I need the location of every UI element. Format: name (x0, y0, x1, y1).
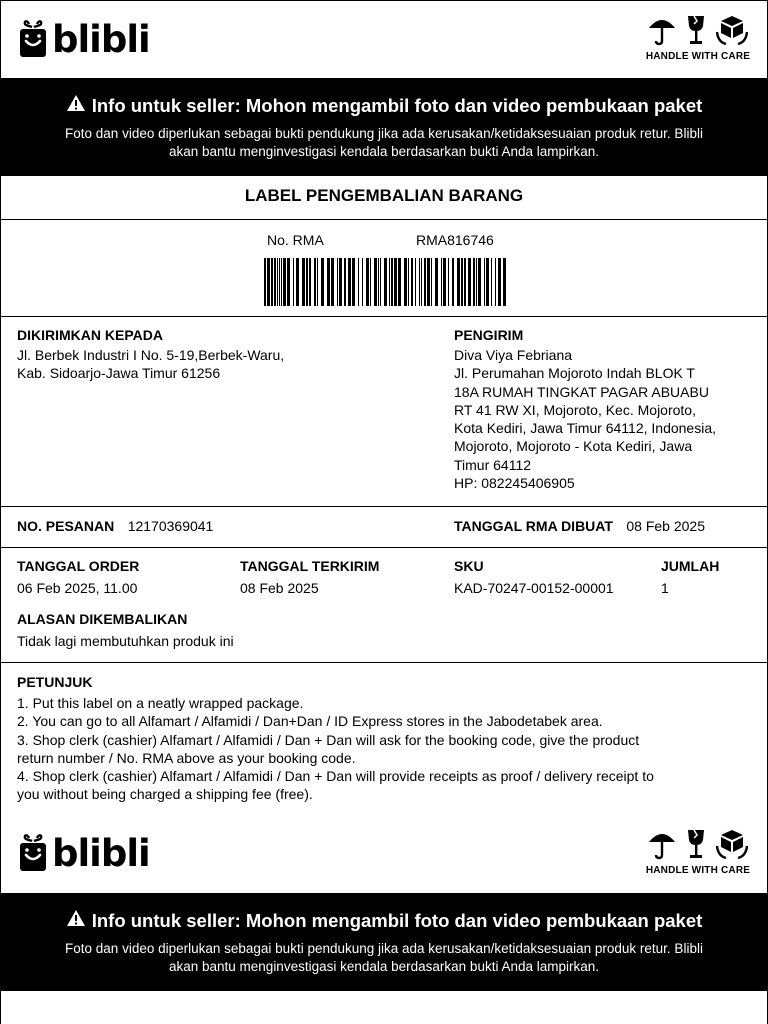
quantity (661, 558, 719, 597)
sku (454, 558, 614, 597)
warning-icon (66, 909, 86, 932)
sender-line: 18A RUMAH TINGKAT PAGAR ABUABU (454, 383, 709, 400)
barcode-bar (271, 258, 273, 306)
logo-text: blibli (52, 831, 150, 875)
sender-heading: PENGIRIM (454, 327, 524, 343)
barcode-bar (281, 258, 282, 306)
care-text: HANDLE WITH CARE (645, 51, 751, 62)
shopping-bag-icon (18, 19, 48, 59)
barcode-bar (421, 258, 422, 306)
sender-line: Timur 64112 (454, 456, 532, 473)
banner-title: Info untuk seller: Mohon mengambil foto dan video pembukaan paket (91, 94, 703, 116)
warning-icon (66, 94, 86, 117)
barcode-bar (287, 258, 290, 306)
barcode-bar (348, 258, 351, 306)
barcode-bar (267, 258, 270, 306)
barcode-bar (331, 258, 334, 306)
order-date-value: 06 Feb 2025, 11.00 (17, 580, 138, 596)
instruction-line: 2. You can go to all Alfamart / Alfamidi / Dan+Dan / ID Express stores in the Jabodetabek area. (17, 713, 603, 730)
banner-text-line: akan bantu menginvestigasi kendala berdasarkan bukti Anda lampirkan. (168, 144, 600, 159)
rma-label: No. RMA (267, 232, 324, 248)
instruction-line: 1. Put this label on a neatly wrapped package. (17, 695, 304, 711)
barcode-bar (435, 258, 438, 306)
sender-line: RT 41 RW XI, Mojoroto, Kec. Mojoroto, (454, 401, 696, 418)
barcode-bar (362, 258, 363, 306)
barcode-bar (337, 258, 338, 306)
seller-info-banner (1, 893, 767, 991)
recipient-heading: DIKIRIMKAN KEPADA (17, 327, 163, 343)
barcode-bar (384, 258, 387, 306)
banner-text-line: akan bantu menginvestigasi kendala berdasarkan bukti Anda lampirkan. (168, 959, 600, 974)
header-bottom (1, 815, 767, 893)
barcode-bar (283, 258, 286, 306)
barcode-bar (380, 258, 381, 306)
barcode-bar (411, 258, 413, 306)
instructions-heading: PETUNJUK (17, 674, 93, 690)
barcode-bar (279, 258, 280, 306)
barcode-bar (441, 258, 442, 306)
blibli-logo (18, 17, 150, 61)
barcode-bar (452, 258, 454, 306)
care-text: HANDLE WITH CARE (645, 865, 751, 876)
sku-label: SKU (454, 558, 484, 574)
barcode-bar (498, 258, 501, 306)
barcode-bar (314, 258, 316, 306)
instruction-line: 4. Shop clerk (cashier) Alfamart / Alfamidi / Dan + Dan will provide receipts as proof / delivery receipt to (17, 768, 654, 785)
return-reason (17, 611, 234, 650)
barcode-bar (491, 258, 492, 306)
box-handle-icon (716, 14, 748, 51)
banner-text-line: Foto dan video diperlukan sebagai bukti pendukung jika ada kerusakan/ketidaksesuaian produk retur. Blibli (65, 126, 703, 141)
barcode-bar (366, 258, 369, 306)
barcode-bar (277, 258, 278, 306)
barcode-bar (419, 258, 420, 306)
order-number-label: NO. PESANAN (17, 518, 115, 534)
divider (1, 662, 767, 663)
barcode-bar (306, 258, 308, 306)
barcode-bar (274, 258, 276, 306)
box-handle-icon (716, 828, 748, 865)
banner-text-line: Foto dan video diperlukan sebagai bukti pendukung jika ada kerusakan/ketidaksesuaian produk retur. Blibli (65, 941, 703, 956)
sender-name: Diva Viya Febriana (454, 347, 573, 363)
barcode-bar (317, 258, 318, 306)
barcode-bar (321, 258, 324, 306)
recipient-line: Jl. Berbek Industri I No. 5-19,Berbek-Waru, (17, 347, 285, 363)
barcode-bar (427, 258, 430, 306)
barcode-bar (339, 258, 342, 306)
sender-line: Kota Kediri, Jawa Timur 64112, Indonesia, (454, 420, 717, 437)
barcode-bar (404, 258, 407, 306)
barcode-bar (398, 258, 401, 306)
fragile-glass-icon (685, 14, 707, 51)
recipient-line: Kab. Sidoarjo-Jawa Timur 61256 (17, 365, 221, 382)
barcode-bar (309, 258, 311, 306)
barcode-bar (389, 258, 390, 306)
quantity-label: JUMLAH (661, 558, 720, 574)
sku-value: KAD-70247-00152-00001 (454, 580, 614, 596)
barcode-bar (468, 258, 471, 306)
barcode-bar (293, 258, 294, 306)
instruction-line: 3. Shop clerk (cashier) Alfamart / Alfamidi / Dan + Dan will ask for the booking code, give the product (17, 731, 640, 748)
barcode-bar (374, 258, 377, 306)
barcode-bar (495, 258, 496, 306)
barcode-bar (484, 258, 485, 306)
instructions-section (17, 674, 757, 804)
barcode-bar (415, 258, 416, 306)
rma-barcode (264, 258, 506, 306)
barcode-bar (352, 258, 355, 306)
barcode-bar (264, 258, 266, 306)
barcode-bar (344, 258, 346, 306)
barcode-bar (424, 258, 426, 306)
barcode-bar (476, 258, 477, 306)
quantity-value: 1 (661, 580, 669, 596)
fragile-glass-icon (685, 828, 707, 865)
barcode-bar (503, 258, 506, 306)
barcode-bar (464, 258, 466, 306)
barcode-bar (408, 258, 409, 306)
handle-with-care-mark (645, 15, 751, 62)
barcode-bar (302, 258, 305, 306)
barcode-bar (358, 258, 359, 306)
barcode-bar (478, 258, 481, 306)
seller-info-banner (1, 78, 767, 176)
divider (1, 506, 767, 507)
barcode-bar (486, 258, 489, 306)
barcode-bar (296, 258, 299, 306)
sent-date (240, 558, 379, 597)
sender-line: Jl. Perumahan Mojoroto Indah BLOK T (454, 365, 695, 382)
sent-date-label: TANGGAL TERKIRIM (240, 558, 380, 574)
rma-date-value: 08 Feb 2025 (626, 518, 705, 534)
divider (1, 547, 767, 548)
barcode-bar (461, 258, 463, 306)
barcode-bar (473, 258, 475, 306)
umbrella-icon (648, 14, 676, 51)
return-reason-label: ALASAN DIKEMBALIKAN (17, 611, 188, 627)
barcode-bar (448, 258, 449, 306)
logo-text: blibli (52, 17, 150, 61)
barcode-bar (370, 258, 371, 306)
barcode-bar (431, 258, 432, 306)
barcode-bar (394, 258, 397, 306)
instruction-line: return number / No. RMA above as your booking code. (17, 749, 356, 766)
divider (1, 219, 767, 220)
label-title: LABEL PENGEMBALIAN BARANG (244, 186, 524, 205)
barcode-bar (378, 258, 379, 306)
rma-date (454, 517, 705, 536)
order-date-label: TANGGAL ORDER (17, 558, 140, 574)
shopping-bag-icon (18, 833, 48, 873)
sender-phone: HP: 082245406905 (454, 475, 575, 492)
instruction-line: you without being charged a shipping fee (free). (17, 786, 313, 803)
sender-line: Mojoroto, Mojoroto - Kota Kediri, Jawa (454, 438, 693, 455)
header-top (1, 1, 767, 79)
order-number (17, 517, 213, 536)
return-reason-value: Tidak lagi membutuhkan produk ini (17, 633, 234, 649)
umbrella-icon (648, 828, 676, 865)
divider (1, 316, 767, 317)
rma-value: RMA816746 (416, 232, 494, 248)
barcode-bar (327, 258, 330, 306)
handle-with-care-mark (645, 829, 751, 876)
order-date (17, 558, 139, 597)
barcode-bar (391, 258, 393, 306)
recipient-section (17, 327, 437, 383)
rma-date-label: TANGGAL RMA DIBUAT (454, 518, 613, 534)
blibli-logo (18, 831, 150, 875)
order-number-value: 12170369041 (127, 518, 214, 534)
sent-date-value: 08 Feb 2025 (240, 580, 319, 596)
barcode-bar (443, 258, 446, 306)
banner-title: Info untuk seller: Mohon mengambil foto dan video pembukaan paket (91, 909, 703, 931)
sender-section (454, 327, 759, 492)
barcode-bar (457, 258, 460, 306)
